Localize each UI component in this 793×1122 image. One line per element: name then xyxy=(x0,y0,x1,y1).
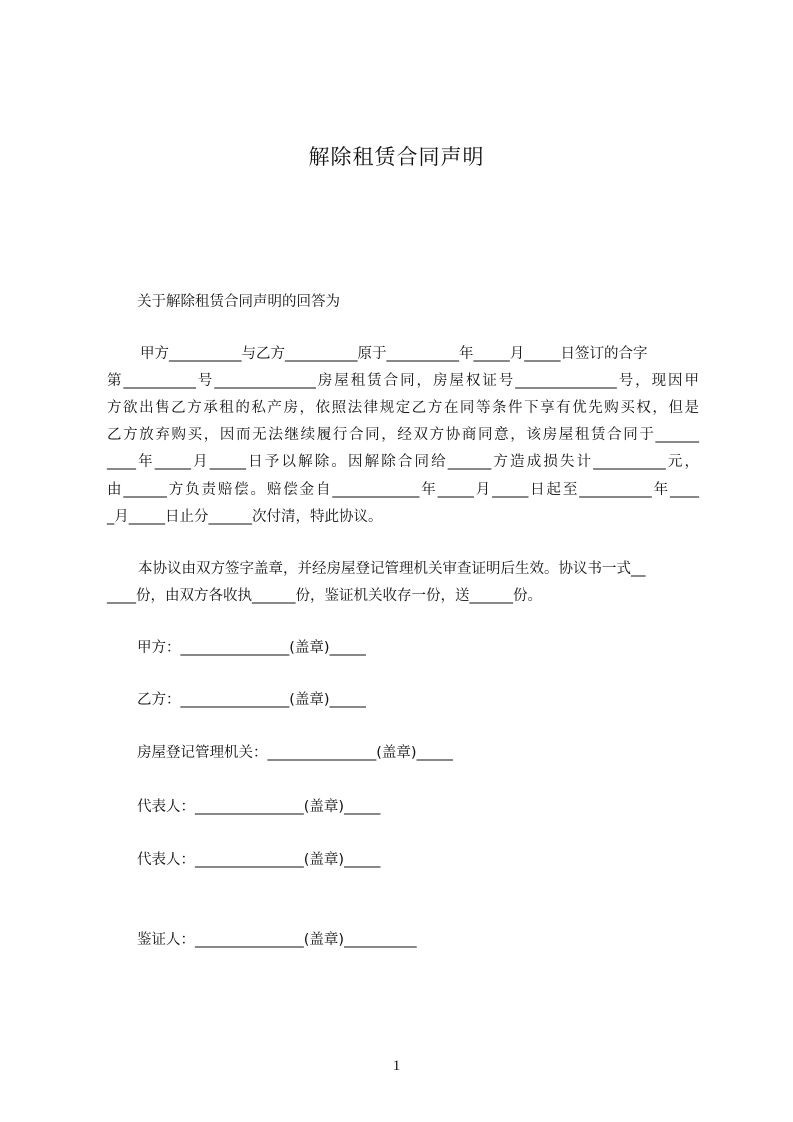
page-number: 1 xyxy=(392,1058,401,1074)
document-title: 解除租赁合同声明 xyxy=(308,145,485,169)
signature-witness: 鉴证人：_______________(盖章)__________ xyxy=(137,932,417,948)
paragraph1-line-4: 乙方放弃购买，因而无法继续履行合同，经双方协商同意，该房屋租赁合同于______ xyxy=(107,427,699,443)
signature-party-b: 乙方：_______________(盖章)_____ xyxy=(137,692,366,708)
signature-registry: 房屋登记管理机关：_______________(盖章)_____ xyxy=(137,745,453,761)
intro-line: 关于解除租赁合同声明的回答为 xyxy=(137,294,340,310)
paragraph1-line-5: ____年_____月_____日予以解除。因解除合同给______方造成损失计__________元， xyxy=(107,454,699,470)
paragraph2-line-2: ____份，由双方各收执______份，鉴证机关收存一份，送______份。 xyxy=(107,588,542,604)
paragraph1-line-6: 由______方负责赔偿。赔偿金自____________年_____月_____日起至__________年____ xyxy=(107,482,699,498)
paragraph1-line-3: 方欲出售乙方承租的私产房，依照法律规定乙方在同等条件下享有优先购买权，但是 xyxy=(107,400,699,416)
paragraph1-line-7: _月_____日止分______次付清，特此协议。 xyxy=(107,509,383,525)
signature-party-a: 甲方：_______________(盖章)_____ xyxy=(137,640,366,656)
signature-representative-1: 代表人：_______________(盖章)_____ xyxy=(137,799,381,815)
signature-representative-2: 代表人：_______________(盖章)_____ xyxy=(137,852,381,868)
paragraph1-line-2: 第__________号______________房屋租赁合同，房屋权证号______________号，现因甲 xyxy=(107,373,699,389)
paragraph2-line-1: 本协议由双方签字盖章，并经房屋登记管理机关审查证明后生效。协议书一式__ xyxy=(138,561,646,577)
paragraph1-line-1: 甲方__________与乙方__________原于__________年_____月_____日签订的合字 xyxy=(140,346,648,362)
